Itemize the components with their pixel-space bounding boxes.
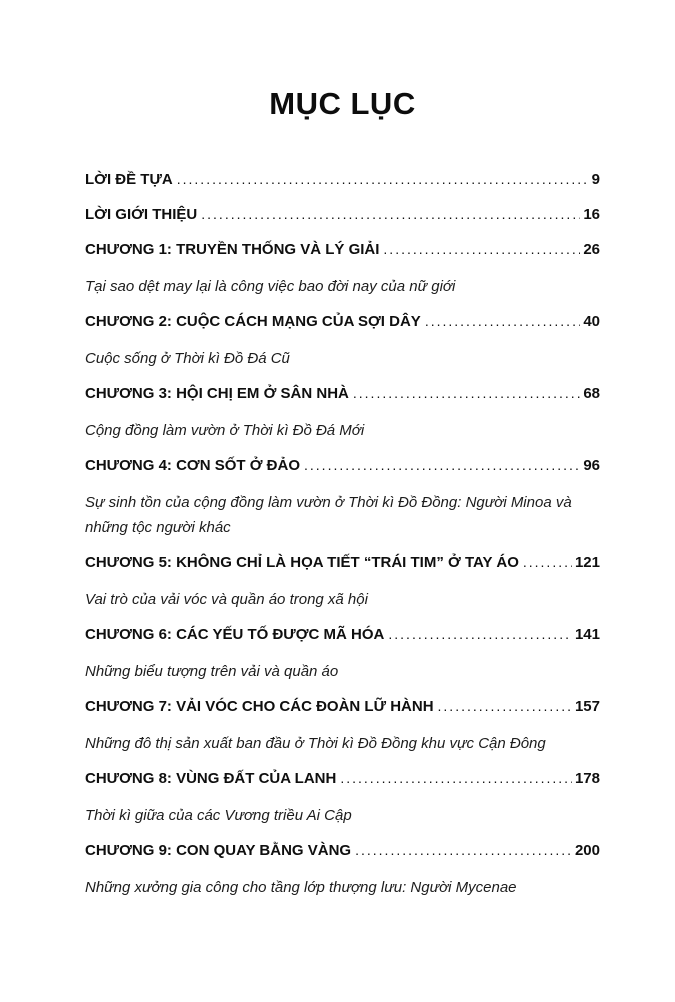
toc-entry bbox=[85, 840, 600, 900]
toc-entry-label: LỜI GIỚI THIỆU bbox=[85, 206, 198, 223]
toc-entry bbox=[85, 239, 600, 299]
toc-entry-label: CHƯƠNG 3: HỘI CHỊ EM Ở SÂN NHÀ bbox=[85, 385, 349, 402]
toc-entry-subtitle: Thời kì giữa của các Vương triều Ai Cập bbox=[85, 807, 352, 824]
dot-leader bbox=[201, 204, 580, 225]
dot-leader bbox=[177, 169, 589, 190]
toc-entry-page-number: 26 bbox=[583, 241, 600, 258]
toc-entry-subtitle: Những biểu tượng trên vải và quần áo bbox=[85, 663, 339, 680]
toc-row bbox=[85, 455, 600, 476]
toc-entry bbox=[85, 455, 600, 540]
toc-row bbox=[85, 696, 600, 717]
toc-row bbox=[85, 552, 600, 573]
dot-leader bbox=[355, 840, 572, 861]
toc-entry-page-number: 200 bbox=[574, 842, 600, 859]
toc-entry-page-number: 178 bbox=[574, 770, 600, 787]
toc-entry-page-number: 96 bbox=[583, 457, 600, 474]
toc-entry bbox=[85, 204, 600, 225]
toc-row bbox=[85, 768, 600, 789]
toc-row bbox=[85, 169, 600, 190]
dot-leader bbox=[425, 311, 580, 332]
toc-entry bbox=[85, 624, 600, 684]
toc-entry-label: CHƯƠNG 5: KHÔNG CHỈ LÀ HỌA TIẾT “TRÁI TIM” Ở TAY ÁO bbox=[85, 554, 519, 571]
toc-entry-subtitle: Cộng đồng làm vườn ở Thời kì Đồ Đá Mới bbox=[85, 422, 365, 439]
dot-leader bbox=[304, 455, 580, 476]
toc-entry bbox=[85, 383, 600, 443]
toc-entry-page-number: 121 bbox=[574, 554, 600, 571]
toc-entry-page-number: 141 bbox=[574, 626, 600, 643]
dot-leader bbox=[438, 696, 572, 717]
toc-entry-subtitle: Vai trò của vải vóc và quần áo trong xã hội bbox=[85, 591, 368, 608]
toc-row bbox=[85, 311, 600, 332]
toc-entry-label: CHƯƠNG 2: CUỘC CÁCH MẠNG CỦA SỢI DÂY bbox=[85, 313, 421, 330]
toc-entry-subtitle: Sự sinh tồn của cộng đồng làm vườn ở Thời kì Đồ Đồng: Người Minoa và những tộc người khác bbox=[85, 494, 572, 536]
dot-leader bbox=[523, 552, 572, 573]
toc-entry-subtitle: Cuộc sống ở Thời kì Đồ Đá Cũ bbox=[85, 350, 290, 367]
toc-entry-page-number: 157 bbox=[574, 698, 600, 715]
dot-leader bbox=[340, 768, 572, 789]
toc-entry-subtitle: Những xưởng gia công cho tầng lớp thượng lưu: Người Mycenae bbox=[85, 879, 517, 896]
toc-entry-page-number: 16 bbox=[583, 206, 600, 223]
toc-entry bbox=[85, 169, 600, 190]
toc-entry-page-number: 40 bbox=[583, 313, 600, 330]
toc-row bbox=[85, 204, 600, 225]
toc-entry-label: CHƯƠNG 8: VÙNG ĐẤT CỦA LANH bbox=[85, 770, 337, 787]
page-title: MỤC LỤC bbox=[269, 86, 416, 121]
dot-leader bbox=[353, 383, 580, 404]
toc-entry-label: CHƯƠNG 4: CƠN SỐT Ở ĐẢO bbox=[85, 457, 301, 474]
toc-entry-label: CHƯƠNG 1: TRUYỀN THỐNG VÀ LÝ GIẢI bbox=[85, 241, 380, 258]
toc-entry bbox=[85, 768, 600, 828]
toc-entries bbox=[85, 169, 600, 900]
toc-entry bbox=[85, 696, 600, 756]
toc-row bbox=[85, 383, 600, 404]
toc-entry-subtitle: Những đô thị sản xuất ban đầu ở Thời kì Đồ Đồng khu vực Cận Đông bbox=[85, 735, 546, 752]
toc-entry bbox=[85, 552, 600, 612]
toc-row bbox=[85, 239, 600, 260]
dot-leader bbox=[383, 239, 580, 260]
toc-entry-page-number: 68 bbox=[583, 385, 600, 402]
toc-entry-subtitle: Tại sao dệt may lại là công việc bao đời nay của nữ giới bbox=[85, 278, 456, 295]
toc-entry-label: CHƯƠNG 9: CON QUAY BẰNG VÀNG bbox=[85, 842, 352, 859]
toc-row bbox=[85, 840, 600, 861]
toc-entry-label: CHƯƠNG 6: CÁC YẾU TỐ ĐƯỢC MÃ HÓA bbox=[85, 626, 385, 643]
toc-entry-label: LỜI ĐỀ TỰA bbox=[85, 171, 173, 188]
toc-entry-label: CHƯƠNG 7: VẢI VÓC CHO CÁC ĐOÀN LỮ HÀNH bbox=[85, 698, 434, 715]
toc-row bbox=[85, 624, 600, 645]
toc-entry-page-number: 9 bbox=[591, 171, 600, 188]
toc-entry bbox=[85, 311, 600, 371]
dot-leader bbox=[388, 624, 572, 645]
